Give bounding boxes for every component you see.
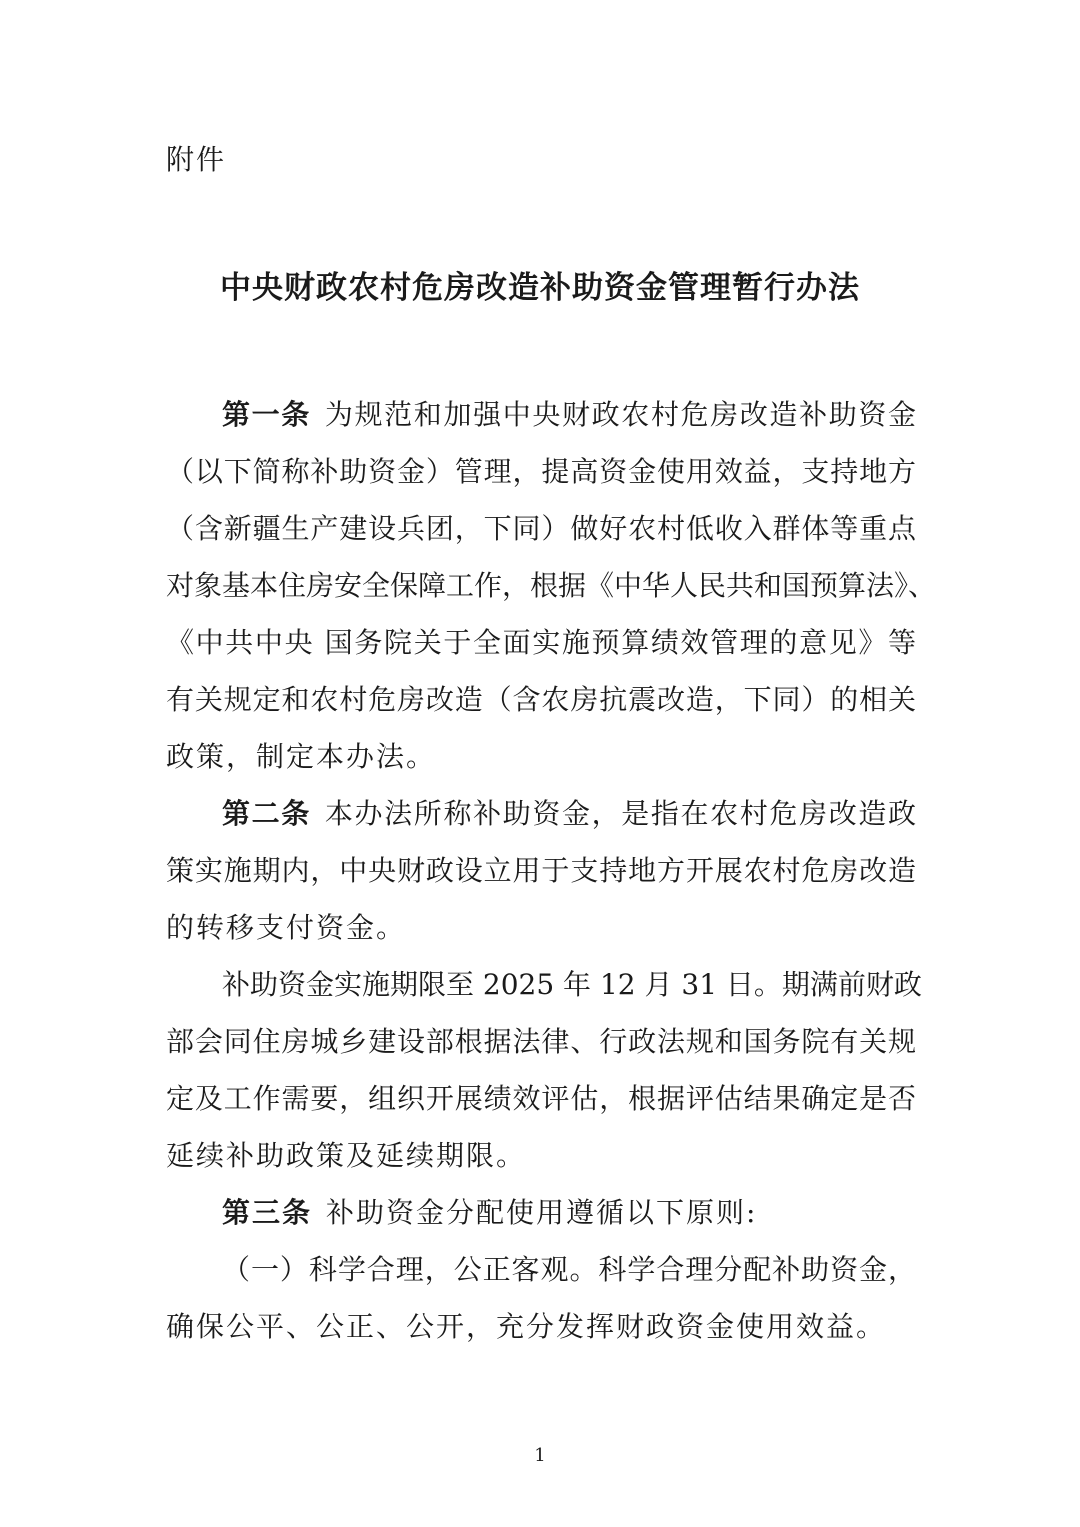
attachment-label: 附件 [166, 143, 227, 176]
article3-text-1: 补助资金分配使用遵循以下原则: [326, 1196, 758, 1229]
article1-line-6: 有关规定和农村危房改造（含农房抗震改造，下同）的相关 [166, 683, 916, 716]
article1-line-5: 《中共中央 国务院关于全面实施预算绩效管理的意见》等 [166, 626, 916, 659]
article3-line-1 [222, 1184, 916, 1241]
article1-line-1 [222, 386, 916, 443]
article1-label: 第一条 [222, 398, 311, 431]
article2-line-1 [222, 785, 916, 842]
page-number: 1 [534, 1445, 546, 1466]
term-line-1: 补助资金实施期限至 2025 年 12 月 31 日。期满前财政 [222, 968, 922, 1001]
article2-line-2: 策实施期内，中央财政设立用于支持地方开展农村危房改造 [166, 854, 916, 887]
article1-line-7: 政策，制定本办法。 [166, 740, 437, 773]
article1-text-1: 为规范和加强中央财政农村危房改造补助资金 [324, 398, 916, 431]
principle1-line-2: 确保公平、公正、公开，充分发挥财政资金使用效益。 [166, 1310, 887, 1343]
article1-line-4: 对象基本住房安全保障工作，根据《中华人民共和国预算法》、 [166, 569, 937, 602]
article2-label: 第二条 [222, 797, 311, 830]
term-line-2: 部会同住房城乡建设部根据法律、行政法规和国务院有关规 [166, 1025, 916, 1058]
term-line-3: 定及工作需要，组织开展绩效评估，根据评估结果确定是否 [166, 1082, 916, 1115]
article2-line-3: 的转移支付资金。 [166, 911, 407, 944]
term-line-4: 延续补助政策及延续期限。 [166, 1139, 527, 1172]
principle1-line-1: （一）科学合理，公正客观。科学合理分配补助资金， [222, 1253, 916, 1286]
article2-text-1: 本办法所称补助资金，是指在农村危房改造政 [324, 797, 916, 830]
document-title: 中央财政农村危房改造补助资金管理暂行办法 [220, 270, 860, 306]
article3-label: 第三条 [222, 1196, 313, 1229]
article1-line-2: （以下简称补助资金）管理，提高资金使用效益，支持地方 [166, 455, 916, 488]
article1-line-3: （含新疆生产建设兵团，下同）做好农村低收入群体等重点 [166, 512, 916, 545]
